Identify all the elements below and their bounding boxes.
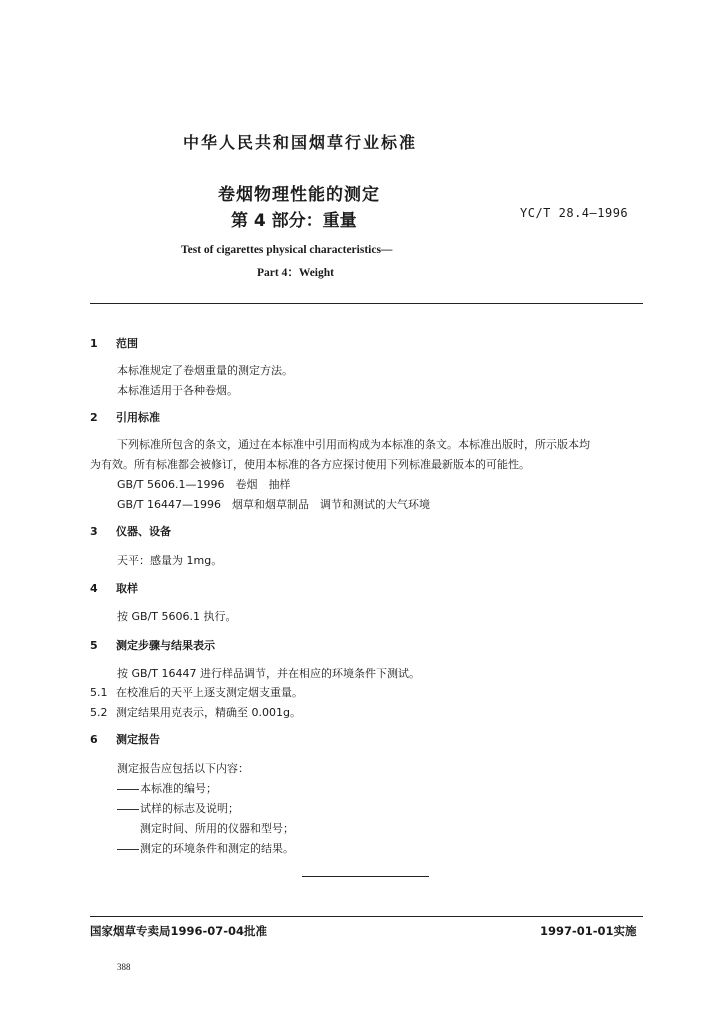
footer-divider [90,916,643,917]
section-6-item-1: 本标准的编号； [117,780,217,796]
implementation-date: 1997-01-01实施 [540,924,637,938]
section-4-line: 按 GB/T 5606.1 执行。 [117,610,237,623]
list-dash [117,789,139,790]
section-6-item-4: 测定的环境条件和测定的结果。 [117,840,294,856]
section-5-line: 按 GB/T 16447 进行样品调节，并在相应的环境条件下测试。 [117,667,420,680]
document-part-en: Part 4：Weight [257,267,334,279]
section-1-line-1: 本标准规定了卷烟重量的测定方法。 [117,364,293,377]
section-5-2: 5.2 测定结果用克表示，精确至 0.001g。 [90,706,301,719]
section-2-heading: 2 引用标准 [90,411,160,424]
header-divider [90,303,643,304]
approval-date: 国家烟草专卖局1996-07-04批准 [90,924,268,938]
list-dash [117,849,139,850]
section-2-para-2: 为有效。所有标准都会被修订，使用本标准的各方应探讨使用下列标准最新版本的可能性。 [90,458,530,471]
section-2-para-1: 下列标准所包含的条文，通过在本标准中引用而构成为本标准的条文。本标准出版时，所示版本均 [117,438,590,451]
industry-standard-title: 中华人民共和国烟草行业标准 [183,133,418,152]
section-6-item-3: 测定时间、所用的仪器和型号； [140,822,294,835]
page-number: 388 [117,962,131,972]
section-2-ref-2: GB/T 16447—1996 烟草和烟草制品 调节和测试的大气环境 [117,498,430,511]
section-2-ref-1: GB/T 5606.1—1996 卷烟 抽样 [117,478,291,491]
section-5-heading: 5 测定步骤与结果表示 [90,639,215,652]
section-6-heading: 6 测定报告 [90,733,160,746]
section-6-item-2: 试样的标志及说明； [117,800,239,816]
section-1-line-2: 本标准适用于各种卷烟。 [117,384,238,397]
section-6-intro: 测定报告应包括以下内容： [117,762,249,775]
list-dash [117,809,139,810]
section-5-1: 5.1 在校准后的天平上逐支测定烟支重量。 [90,686,303,699]
section-4-heading: 4 取样 [90,582,138,595]
end-of-text-line [302,876,429,877]
section-3-heading: 3 仪器、设备 [90,525,171,538]
document-title-cn: 卷烟物理性能的测定 [218,185,380,205]
section-1-heading: 1 范围 [90,337,138,350]
standard-code: YC/T 28.4—1996 [520,206,629,220]
document-title-en: Test of cigarettes physical characteristics— [181,244,393,256]
section-3-line: 天平：感量为 1mg。 [117,554,223,567]
document-part-cn: 第 4 部分：重量 [231,211,357,231]
